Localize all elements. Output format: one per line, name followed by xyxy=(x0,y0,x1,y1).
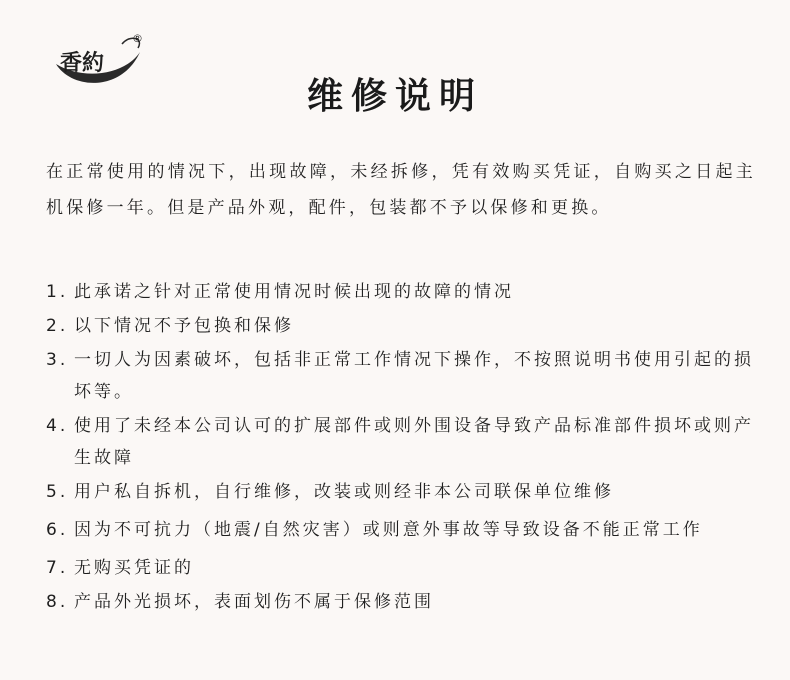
item-number: 1. xyxy=(46,282,69,302)
list-item xyxy=(46,510,758,550)
item-number: 6. xyxy=(46,520,69,540)
item-text: 以下情况不予包换和保修 xyxy=(74,316,294,336)
item-number: 7. xyxy=(46,558,69,578)
item-text: 用户私自拆机，自行维修，改装或则经非本公司联保单位维修 xyxy=(74,482,614,502)
item-number: 3. xyxy=(46,350,69,370)
item-number: 4. xyxy=(46,416,69,436)
list-item xyxy=(46,552,758,584)
list-item xyxy=(46,310,758,342)
list-item xyxy=(46,476,758,508)
terms-list xyxy=(46,276,758,620)
list-item xyxy=(46,344,758,408)
list-item xyxy=(46,410,758,474)
item-text: 此承诺之针对正常使用情况时候出现的故障的情况 xyxy=(74,282,514,302)
item-number: 8. xyxy=(46,592,69,612)
item-text: 产品外光损坏，表面划伤不属于保修范围 xyxy=(74,592,434,612)
page-title: 维修说明 xyxy=(306,75,483,117)
item-text: 因为不可抗力（地震/自然灾害）或则意外事故等导致设备不能正常工作 xyxy=(74,520,703,540)
item-number: 2. xyxy=(46,316,69,336)
item-text: 使用了未经本公司认可的扩展部件或则外围设备导致产品标准部件损坏或则产生故障 xyxy=(74,416,754,468)
item-text: 无购买凭证的 xyxy=(74,558,194,578)
registered-mark: ® xyxy=(132,32,143,45)
item-text: 一切人为因素破坏，包括非正常工作情况下操作，不按照说明书使用引起的损坏等。 xyxy=(74,350,754,402)
list-item xyxy=(46,586,758,618)
intro-paragraph: 在正常使用的情况下，出现故障，未经拆修，凭有效购买凭证，自购买之日起主机保修一年。但是产品外观，配件，包装都不予以保修和更换。 xyxy=(46,162,756,218)
item-number: 5. xyxy=(46,482,69,502)
list-item xyxy=(46,276,758,308)
logo-text: 香約 xyxy=(60,50,105,76)
